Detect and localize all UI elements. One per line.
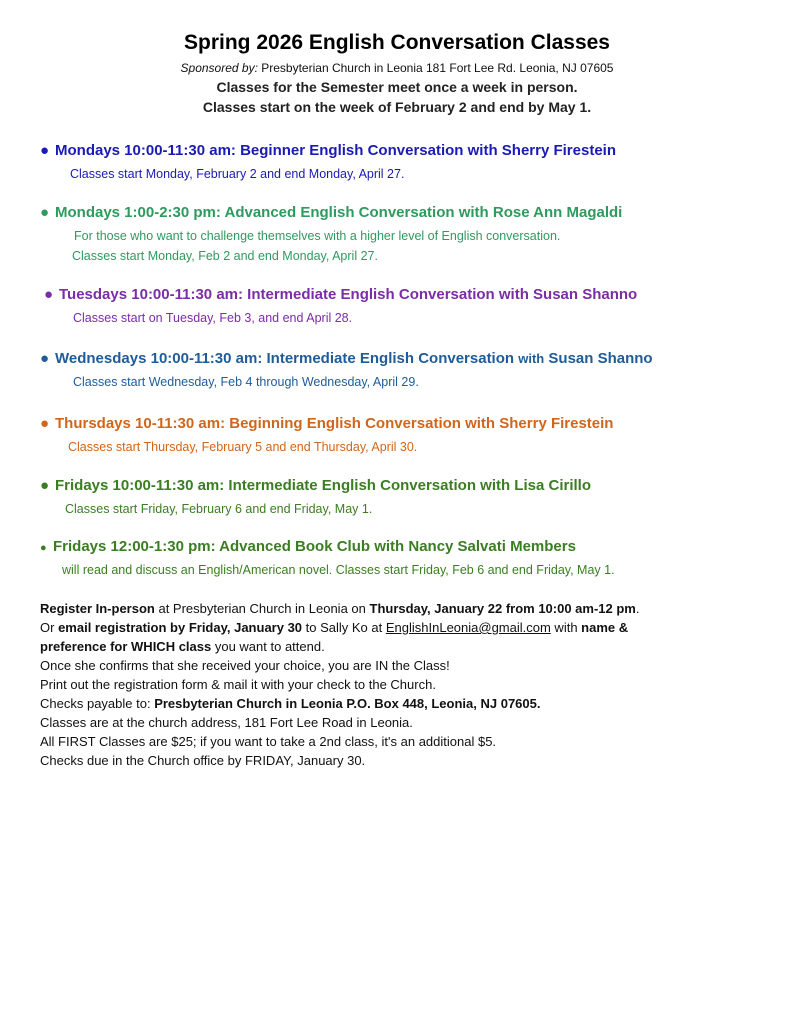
mail-note: Print out the registration form & mail it with your check to the Church. bbox=[40, 677, 436, 692]
sponsor-label: Sponsored by: bbox=[180, 61, 258, 75]
bullet-icon: ● bbox=[40, 204, 50, 221]
class-wednesday-intermediate bbox=[40, 350, 760, 392]
semester-note: Classes for the Semester meet once a week in person. bbox=[216, 79, 578, 95]
checks-due: Checks due in the Church office by FRIDAY, January 30. bbox=[40, 753, 366, 768]
bullet-icon: ● bbox=[44, 286, 54, 303]
class-location: Classes are at the church address, 181 Fort Lee Road in Leonia. bbox=[40, 715, 413, 730]
sponsor-line bbox=[0, 61, 794, 75]
register-in-person: Register In-person at Presbyterian Church in Leonia on Thursday, January 22 from 10:00 am-12 pm. bbox=[40, 601, 640, 616]
registration-info bbox=[40, 599, 760, 770]
class-friday-intermediate bbox=[40, 477, 760, 519]
class-heading: ● Thursdays 10-11:30 am: Beginning English Conversation with Sherry Firestein bbox=[40, 415, 614, 432]
class-description: will read and discuss an English/American novel. Classes start Friday, Feb 6 and end Friday, May 1. bbox=[62, 563, 615, 577]
class-heading: ● Mondays 10:00-11:30 am: Beginner English Conversation with Sherry Firestein bbox=[40, 142, 616, 159]
class-heading: ● Fridays 12:00-1:30 pm: Advanced Book Club with Nancy Salvati Members bbox=[40, 538, 576, 555]
confirmation-note: Once she confirms that she received your choice, you are IN the Class! bbox=[40, 658, 450, 673]
class-dates: Classes start on Tuesday, Feb 3, and end April 28. bbox=[73, 311, 353, 325]
class-heading: ● Tuesdays 10:00-11:30 am: Intermediate English Conversation with Susan Shanno bbox=[44, 286, 638, 303]
class-dates: Classes start Thursday, February 5 and end Thursday, April 30. bbox=[68, 440, 418, 454]
bullet-icon: ● bbox=[40, 142, 50, 159]
email-registration: Or email registration by Friday, January 30 to Sally Ko at EnglishInLeonia@gmail.com with name & bbox=[40, 620, 629, 635]
bullet-icon: ● bbox=[40, 542, 47, 554]
bullet-icon: ● bbox=[40, 477, 50, 494]
class-preference: preference for WHICH class you want to attend. bbox=[40, 639, 325, 654]
sponsor-text: Presbyterian Church in Leonia 181 Fort Lee Rd. Leonia, NJ 07605 bbox=[261, 61, 614, 75]
class-friday-book-club bbox=[40, 538, 760, 580]
class-thursday-beginning bbox=[40, 415, 760, 457]
class-tuesday-intermediate bbox=[44, 286, 764, 328]
fees-note: All FIRST Classes are $25; if you want to take a 2nd class, it's an additional $5. bbox=[40, 734, 497, 749]
class-description: For those who want to challenge themselves with a higher level of English conversation. bbox=[74, 229, 561, 243]
dates-note: Classes start on the week of February 2 and end by May 1. bbox=[202, 99, 592, 115]
class-heading: ● Fridays 10:00-11:30 am: Intermediate English Conversation with Lisa Cirillo bbox=[40, 477, 591, 494]
bullet-icon: ● bbox=[40, 415, 50, 432]
class-heading: ● Mondays 1:00-2:30 pm: Advanced English Conversation with Rose Ann Magaldi bbox=[40, 204, 623, 221]
class-heading: ● Wednesdays 10:00-11:30 am: Intermediate English Conversation with Susan Shanno bbox=[40, 350, 653, 367]
bullet-icon: ● bbox=[40, 350, 50, 367]
page-title: Spring 2026 English Conversation Classes bbox=[184, 31, 610, 54]
class-monday-beginner bbox=[40, 142, 760, 184]
class-dates: Classes start Wednesday, Feb 4 through Wednesday, April 29. bbox=[73, 375, 419, 389]
class-monday-advanced bbox=[40, 204, 760, 266]
class-dates: Classes start Friday, February 6 and end Friday, May 1. bbox=[65, 502, 373, 516]
class-dates: Classes start Monday, February 2 and end Monday, April 27. bbox=[70, 167, 405, 181]
class-dates: Classes start Monday, Feb 2 and end Monday, April 27. bbox=[72, 249, 378, 263]
checks-payable: Checks payable to: Presbyterian Church in Leonia P.O. Box 448, Leonia, NJ 07605. bbox=[40, 696, 541, 711]
email-link[interactable]: EnglishInLeonia@gmail.com bbox=[385, 620, 551, 635]
